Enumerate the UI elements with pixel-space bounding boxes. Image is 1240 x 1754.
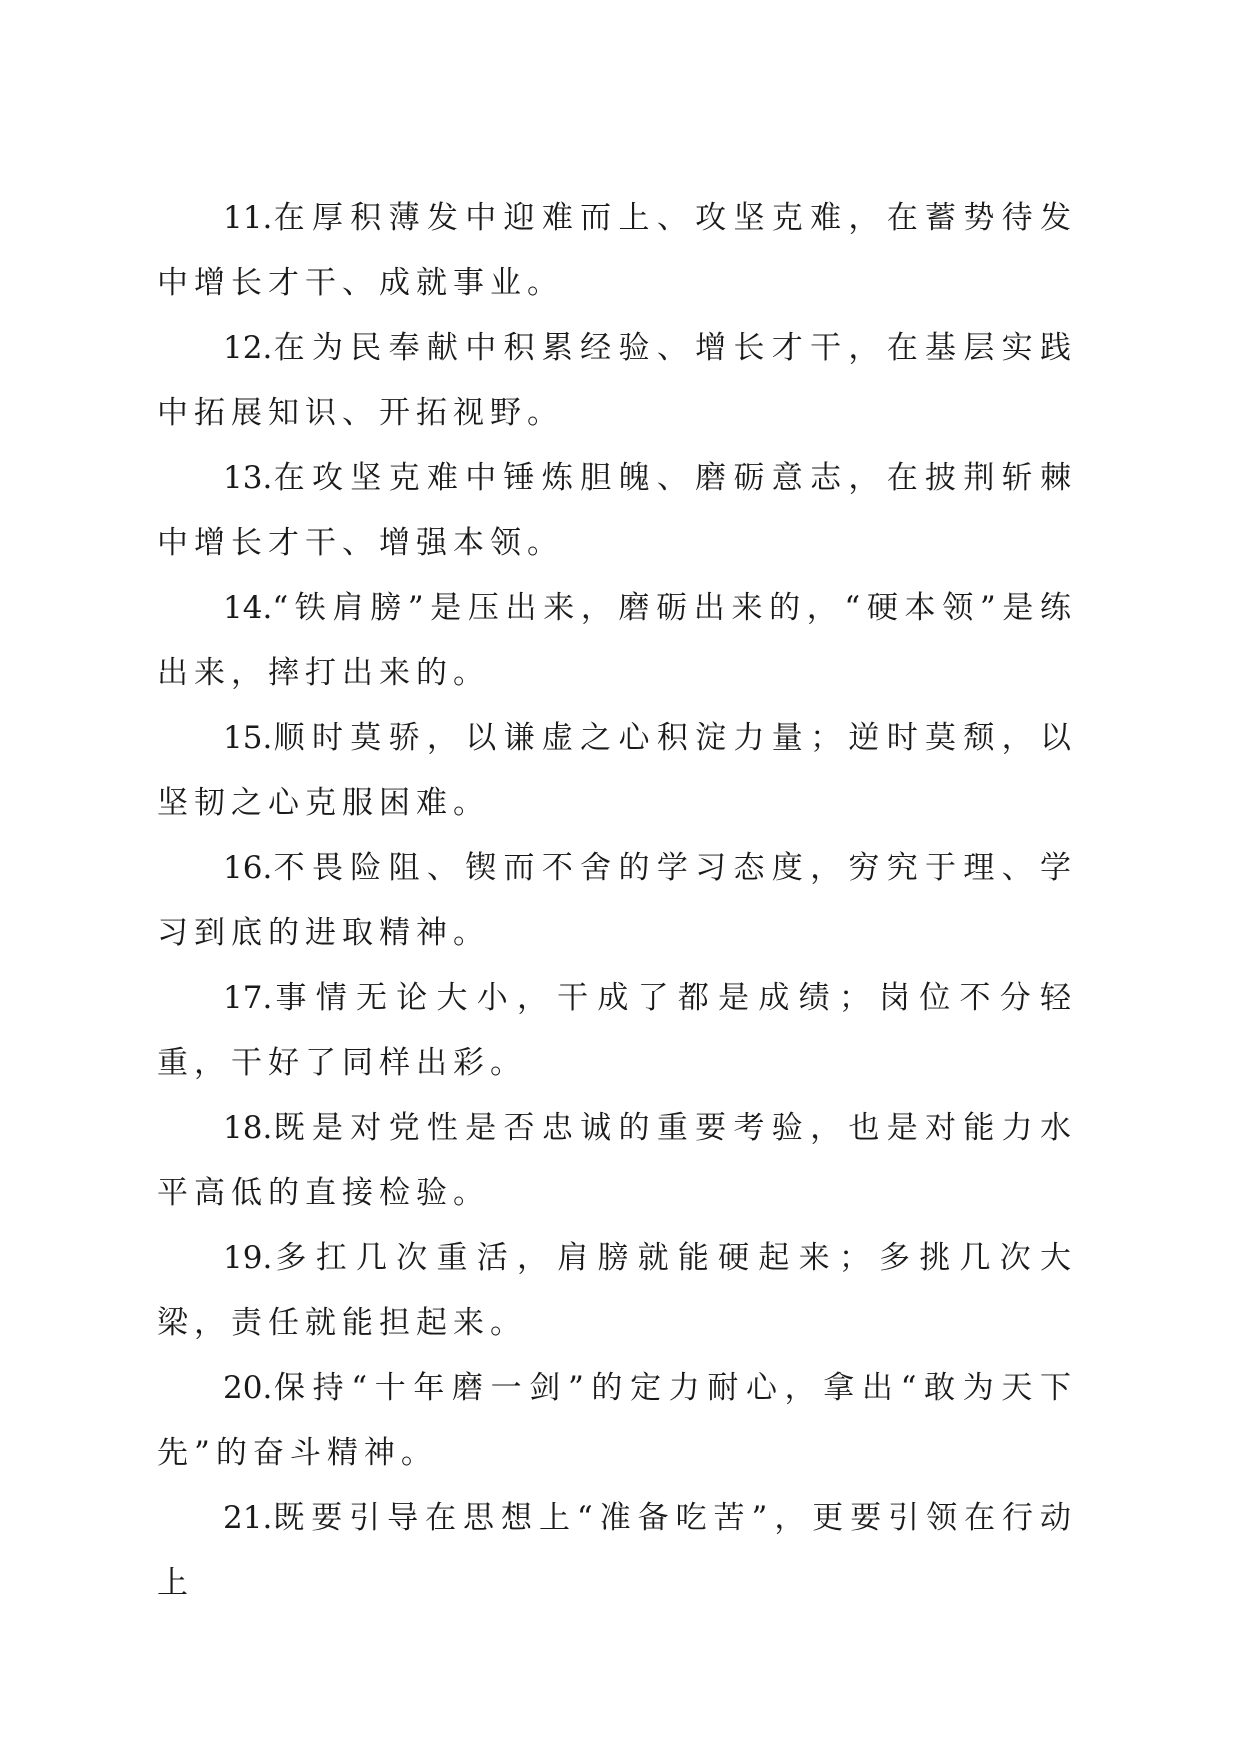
item-number: 19. — [223, 1240, 273, 1276]
item-text: 保持“十年磨一剑”的定力耐心，拿出“敢为天下先”的奋斗精神。 — [157, 1370, 1077, 1471]
list-item-21 — [157, 1486, 1077, 1616]
item-number: 16. — [223, 850, 273, 886]
list-item-20 — [157, 1356, 1077, 1486]
item-number: 21. — [223, 1500, 273, 1536]
item-text: 不畏险阻、锲而不舍的学习态度，穷究于理、学习到底的进取精神。 — [157, 850, 1077, 951]
item-text: 既要引导在思想上“准备吃苦”，更要引领在行动上 — [157, 1500, 1077, 1601]
item-number: 12. — [223, 330, 273, 366]
list-item-19 — [157, 1226, 1077, 1356]
list-item-14 — [157, 576, 1077, 706]
document-body — [157, 186, 1077, 1616]
item-text: 在厚积薄发中迎难而上、攻坚克难，在蓄势待发中增长才干、成就事业。 — [157, 200, 1077, 301]
item-text: 顺时莫骄，以谦虚之心积淀力量；逆时莫颓，以坚韧之心克服困难。 — [157, 720, 1077, 821]
item-number: 15. — [223, 720, 273, 756]
item-text: “铁肩膀”是压出来，磨砺出来的，“硬本领”是练出来，摔打出来的。 — [157, 590, 1077, 691]
item-text: 在为民奉献中积累经验、增长才干，在基层实践中拓展知识、开拓视野。 — [157, 330, 1077, 431]
list-item-16 — [157, 836, 1077, 966]
list-item-11 — [157, 186, 1077, 316]
list-item-12 — [157, 316, 1077, 446]
item-text: 既是对党性是否忠诚的重要考验，也是对能力水平高低的直接检验。 — [157, 1110, 1077, 1211]
item-number: 13. — [223, 460, 273, 496]
item-number: 20. — [223, 1370, 273, 1406]
item-number: 14. — [223, 590, 273, 626]
item-text: 在攻坚克难中锤炼胆魄、磨砺意志，在披荆斩棘中增长才干、增强本领。 — [157, 460, 1077, 561]
item-number: 18. — [223, 1110, 273, 1146]
list-item-13 — [157, 446, 1077, 576]
list-item-17 — [157, 966, 1077, 1096]
item-text: 事情无论大小，干成了都是成绩；岗位不分轻重，干好了同样出彩。 — [157, 980, 1077, 1081]
list-item-18 — [157, 1096, 1077, 1226]
item-text: 多扛几次重活，肩膀就能硬起来；多挑几次大梁，责任就能担起来。 — [157, 1240, 1077, 1341]
item-number: 11. — [223, 200, 273, 236]
list-item-15 — [157, 706, 1077, 836]
item-number: 17. — [223, 980, 273, 1016]
